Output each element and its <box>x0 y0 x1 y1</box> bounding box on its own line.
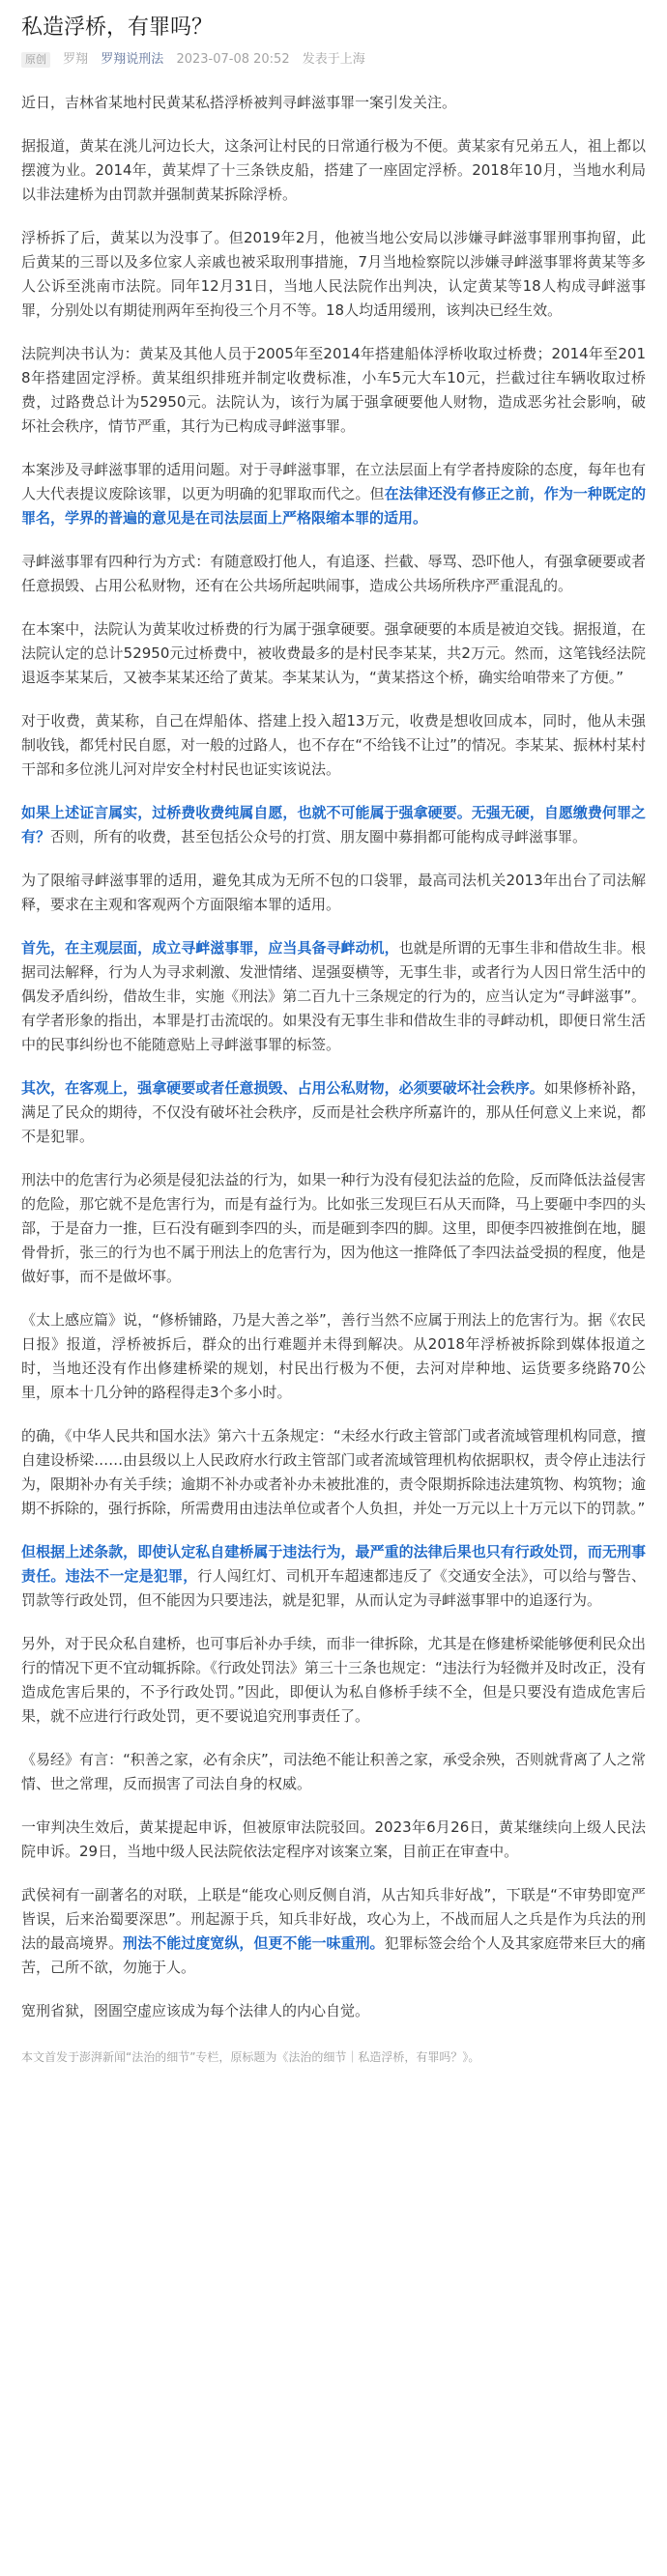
article-paragraph <box>21 1076 646 1149</box>
paragraph-text: 近日，吉林省某地村民黄某私搭浮桥被判寻衅滋事罪一案引发关注。 <box>21 94 457 111</box>
emphasis-text: 刑法不能过度宽纵，但更不能一味重刑。 <box>123 1934 385 1952</box>
article-source-note: 本文首发于澎湃新闻“法治的细节”专栏，原标题为《法治的细节｜私造浮桥，有罪吗？》。 <box>21 2050 480 2064</box>
paragraph-text: 浮桥拆了后，黄某以为没事了。但2019年2月，他被当地公安局以涉嫌寻衅滋事罪刑事拘留，此后黄某的三哥以及多位家人亲戚也被采取刑事措施，7月当地检察院以涉嫌寻衅滋事罪将黄某等多人公诉至洮南市法院。同年12月31日，当地人民法院作出判决，认定黄某等18人构成寻衅滋事罪，分别处以有期徒刑两年至拘役三个月不等。18人均适用缓刑，该判决已经生效。 <box>21 229 646 319</box>
article-paragraph <box>21 134 646 207</box>
paragraph-text: 另外，对于民众私自建桥，也可事后补办手续，而非一律拆除，尤其是在修建桥梁能够便利民众出行的情况下更不宜动辄拆除。《行政处罚法》第三十三条也规定：“违法行为轻微并及时改正，没有造成危害后果的，不予行政处罚。”因此，即便认为私自修桥手续不全，但是只要没有造成危害后果，就不应进行行政处罚，更不要说追究刑事责任了。 <box>21 1635 646 1725</box>
emphasis-text: 首先，在主观层面，成立寻衅滋事罪，应当具备寻衅动机， <box>21 939 399 957</box>
original-badge: 原创 <box>21 52 50 68</box>
emphasis-text: 在法律还没有修正之前，作为一种既定的罪名，学界的普遍的意见是在司法层面上严格限缩本罪的适用。 <box>21 485 646 527</box>
paragraph-text: 刑法中的危害行为必须是侵犯法益的行为，如果一种行为没有侵犯法益的危险，反而降低法益侵害的危险，那它就不是危害行为，而是有益行为。比如张三发现巨石从天而降，马上要砸中李四的头部，于是奋力一推，巨石没有砸到李四的头，而是砸到李四的脚。这里，即便李四被推倒在地，腿骨骨折，张三的行为也不属于刑法上的危害行为，因为他这一推降低了李四法益受损的程度，他是做好事，而不是做坏事。 <box>21 1171 646 1285</box>
paragraph-text: 《易经》有言：“积善之家，必有余庆”，司法绝不能让积善之家，承受余殃，否则就背离了人之常情、世之常理，反而损害了司法自身的权威。 <box>21 1751 646 1792</box>
article-paragraph <box>21 1632 646 1729</box>
emphasis-text: 其次，在客观上，强拿硬要或者任意损毁、占用公私财物，必须要破坏社会秩序。 <box>21 1079 544 1097</box>
paragraph-text: 也就是所谓的无事生非和借故生非。根据司法解释，行为人为寻求刺激、发泄情绪、逞强耍横等，无事生非，或者行为人因日常生活中的偶发矛盾纠纷，借故生非，实施《刑法》第二百九十三条规定的行为的，应当认定为“寻衅滋事”。有学者形象的指出，本罪是打击流氓的。如果没有无事生非和借故生非的寻衅动机，即便日常生活中的民事纠纷也不能随意贴上寻衅滋事罪的标签。 <box>21 939 646 1053</box>
paragraph-text: 的确，《中华人民共和国水法》第六十五条规定：“未经水行政主管部门或者流域管理机构同意，擅自建设桥梁……由县级以上人民政府水行政主管部门或者流域管理机构依据职权，责令停止违法行为，限期补办有关手续；逾期不补办或者补办未被批准的，责令限期拆除违法建筑物、构筑物；逾期不拆除的，强行拆除，所需费用由违法单位或者个人负担，并处一万元以上十万元以下的罚款。” <box>21 1427 646 1517</box>
article-paragraph <box>21 91 646 115</box>
paragraph-text: 宽刑省狱，囹圄空虚应该成为每个法律人的内心自觉。 <box>21 2002 370 2019</box>
paragraph-text: 否则，所有的收费，甚至包括公众号的打赏、朋友圈中募捐都可能构成寻衅滋事罪。 <box>50 828 588 845</box>
paragraph-text: 据报道，黄某在洮儿河边长大，这条河让村民的日常通行极为不便。黄某家有兄弟五人，祖上都以摆渡为业。2014年，黄某焊了十三条铁皮船，搭建了一座固定浮桥。2018年10月，当地水利局以非法建桥为由罚款并强制黄某拆除浮桥。 <box>21 137 646 203</box>
article-meta <box>21 50 646 70</box>
paragraph-text: 犯罪标签会给个人及其家庭带来巨大的痛苦，己所不欲，勿施于人。 <box>21 1934 646 1976</box>
article-paragraph <box>21 1168 646 1289</box>
article-title: 私造浮桥，有罪吗？ <box>21 15 214 40</box>
article-paragraph <box>21 1424 646 1521</box>
article-paragraph <box>21 869 646 917</box>
publish-datetime: 2023-07-08 20:52 <box>176 52 290 67</box>
article-paragraph <box>21 1883 646 1980</box>
article-paragraph <box>21 617 646 690</box>
article-paragraph <box>21 458 646 530</box>
article-paragraph <box>21 801 646 849</box>
paragraph-text: 行人闯红灯、司机开车超速都违反了《交通安全法》，可以给与警告、罚款等行政处罚，但不能因为只要违法，就是犯罪，从而认定为寻衅滋事罪中的追逐行为。 <box>21 1567 646 1609</box>
article-paragraph <box>21 936 646 1057</box>
paragraph-text: 本案涉及寻衅滋事罪的适用问题。对于寻衅滋事罪，在立法层面上有学者持废除的态度，每年也有人大代表提议废除该罪，以更为明确的犯罪取而代之。但 <box>21 461 646 502</box>
article-paragraph <box>21 1748 646 1796</box>
article-paragraph <box>21 1816 646 1864</box>
paragraph-text: 一审判决生效后，黄某提起申诉，但被原审法院驳回。2023年6月26日，黄某继续向上级人民法院申诉。29日，当地中级人民法院依法定程序对该案立案，目前正在审查中。 <box>21 1818 646 1860</box>
article-paragraph <box>21 1308 646 1405</box>
article-paragraph <box>21 1999 646 2023</box>
paragraph-text: 在本案中，法院认为黄某收过桥费的行为属于强拿硬要。强拿硬要的本质是被迫交钱。据报道，在法院认定的总计52950元过桥费中，被收费最多的是村民李某某，共2万元。然而，这笔钱经法院退返李某某后，又被李某某还给了黄某。李某某认为，“黄某搭这个桥，确实给咱带来了方便。” <box>21 620 646 686</box>
article-paragraph <box>21 342 646 439</box>
article-paragraph <box>21 226 646 323</box>
paragraph-text: 如果修桥补路，满足了民众的期待，不仅没有破坏社会秩序，反而是社会秩序所嘉许的，那从任何意义上来说，都不是犯罪。 <box>21 1079 646 1145</box>
paragraph-text: 为了限缩寻衅滋事罪的适用，避免其成为无所不包的口袋罪，最高司法机关2013年出台了司法解释，要求在主观和客观两个方面限缩本罪的适用。 <box>21 872 646 913</box>
emphasis-text: 如果上述证言属实，过桥费收费纯属自愿，也就不可能属于强拿硬要。无强无硬，自愿缴费何罪之有？ <box>21 804 646 845</box>
paragraph-text: 寻衅滋事罪有四种行为方式：有随意殴打他人，有追逐、拦截、辱骂、恐吓他人，有强拿硬要或者任意损毁、占用公私财物，还有在公共场所起哄闹事，造成公共场所秩序严重混乱的。 <box>21 553 646 594</box>
emphasis-text: 但根据上述条款，即使认定私自建桥属于违法行为，最严重的法律后果也只有行政处罚，而无刑事责任。违法不一定是犯罪， <box>21 1543 646 1585</box>
account-link[interactable]: 罗翔说刑法 <box>101 52 164 67</box>
article-paragraph <box>21 709 646 782</box>
paragraph-text: 武侯祠有一副著名的对联，上联是“能攻心则反侧自消，从古知兵非好战”，下联是“不审势即宽严皆误，后来治蜀要深思”。刑起源于兵，知兵非好战，攻心为上，不战而屈人之兵是作为兵法的刑法的最高境界。 <box>21 1886 646 1952</box>
paragraph-text: 对于收费，黄某称，自己在焊船体、搭建上投入超13万元，收费是想收回成本，同时，他从未强制收钱，都凭村民自愿，对一般的过路人，也不存在“不给钱不让过”的情况。李某某、振林村某村干部和多位洮儿河对岸安全村村民也证实该说法。 <box>21 712 646 778</box>
author-name: 罗翔 <box>63 52 89 67</box>
article-paragraph <box>21 1540 646 1613</box>
publish-location: 发表于上海 <box>302 52 365 67</box>
article-paragraph <box>21 550 646 598</box>
paragraph-text: 法院判决书认为：黄某及其他人员于2005年至2014年搭建船体浮桥收取过桥费；2014年至2018年搭建固定浮桥。黄某组织排班并制定收费标准，小车5元大车10元，拦截过往车辆收取过桥费，过路费总计为52950元。法院认为，该行为属于强拿硬要他人财物，造成恶劣社会影响，破坏社会秩序，情节严重，其行为已构成寻衅滋事罪。 <box>21 345 646 435</box>
article-body <box>21 91 646 2023</box>
paragraph-text: 《太上感应篇》说，“修桥铺路，乃是大善之举”，善行当然不应属于刑法上的危害行为。据《农民日报》报道，浮桥被拆后，群众的出行难题并未得到解决。从2018年浮桥被拆除到媒体报道之时，当地还没有作出修建桥梁的规划，村民出行极为不便，去河对岸种地、运货要多绕路70公里，原本十几分钟的路程得走3个多小时。 <box>21 1311 646 1401</box>
